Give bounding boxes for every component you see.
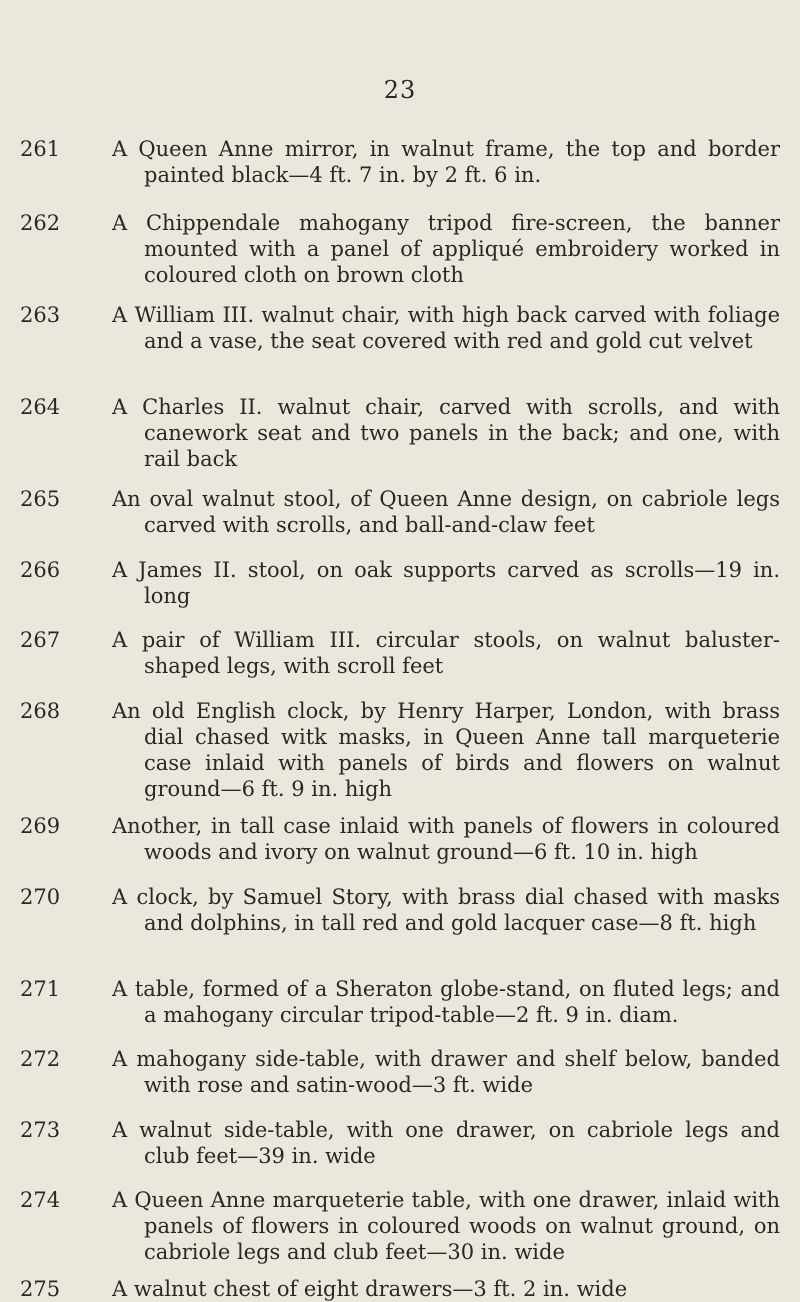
- page-number: 23: [383, 76, 417, 104]
- lot-description: A Chippendale mahogany tripod fire-screen, the banner mounted with a panel of appliqué embroidery worked in coloured cloth on brown cloth: [112, 211, 780, 287]
- lot-description: A walnut side-table, with one drawer, on cabriole legs and club feet—39 in. wide: [112, 1118, 780, 1168]
- lot-number: 270: [20, 885, 61, 909]
- lot-description: A Queen Anne marqueterie table, with one drawer, inlaid with panels of flowers in coloured woods on walnut ground, on cabriole legs and club feet—30 in. wide: [112, 1188, 780, 1264]
- lot-number: 262: [20, 211, 61, 235]
- lot-description: A James II. stool, on oak supports carved as scrolls—19 in. long: [112, 558, 780, 608]
- lot-description: A Queen Anne mirror, in walnut frame, the top and border painted black—4 ft. 7 in. by 2 ft. 6 in.: [112, 137, 780, 187]
- lot-number: 263: [20, 303, 61, 327]
- lot-number: 271: [20, 977, 61, 1001]
- lot-description: Another, in tall case inlaid with panels of flowers in coloured woods and ivory on walnut ground—6 ft. 10 in. high: [112, 814, 780, 864]
- lot-number: 264: [20, 395, 61, 419]
- lot-description: An oval walnut stool, of Queen Anne design, on cabriole legs carved with scrolls, and ball-and-claw feet: [112, 487, 780, 537]
- lot-number: 267: [20, 628, 61, 652]
- lot-number: 268: [20, 699, 61, 723]
- lot-description: A William III. walnut chair, with high back carved with foliage and a vase, the seat covered with red and gold cut velvet: [112, 303, 780, 353]
- lot-description: A pair of William III. circular stools, on walnut baluster-shaped legs, with scroll feet: [112, 628, 780, 678]
- lot-number: 269: [20, 814, 61, 838]
- lot-number: 272: [20, 1047, 61, 1071]
- lot-description: A walnut chest of eight drawers—3 ft. 2 in. wide: [112, 1277, 628, 1301]
- lot-number: 275: [20, 1277, 61, 1301]
- lot-number: 273: [20, 1118, 61, 1142]
- lot-description: A Charles II. walnut chair, carved with scrolls, and with canework seat and two panels in the back; and one, with rail back: [112, 395, 780, 471]
- lot-description: A mahogany side-table, with drawer and shelf below, banded with rose and satin-wood—3 ft. wide: [112, 1047, 780, 1097]
- lot-description: An old English clock, by Henry Harper, London, with brass dial chased witk masks, in Queen Anne tall marqueterie case inlaid with panels of birds and flowers on walnut ground—6 ft. 9 in. high: [112, 699, 780, 801]
- lot-number: 266: [20, 558, 61, 582]
- lot-number: 261: [20, 137, 61, 161]
- lot-description: A table, formed of a Sheraton globe-stand, on fluted legs; and a mahogany circular tripod-table—2 ft. 9 in. diam.: [112, 977, 780, 1027]
- lot-description: A clock, by Samuel Story, with brass dial chased with masks and dolphins, in tall red and gold lacquer case—8 ft. high: [112, 885, 780, 935]
- lot-number: 265: [20, 487, 61, 511]
- lot-number: 274: [20, 1188, 61, 1212]
